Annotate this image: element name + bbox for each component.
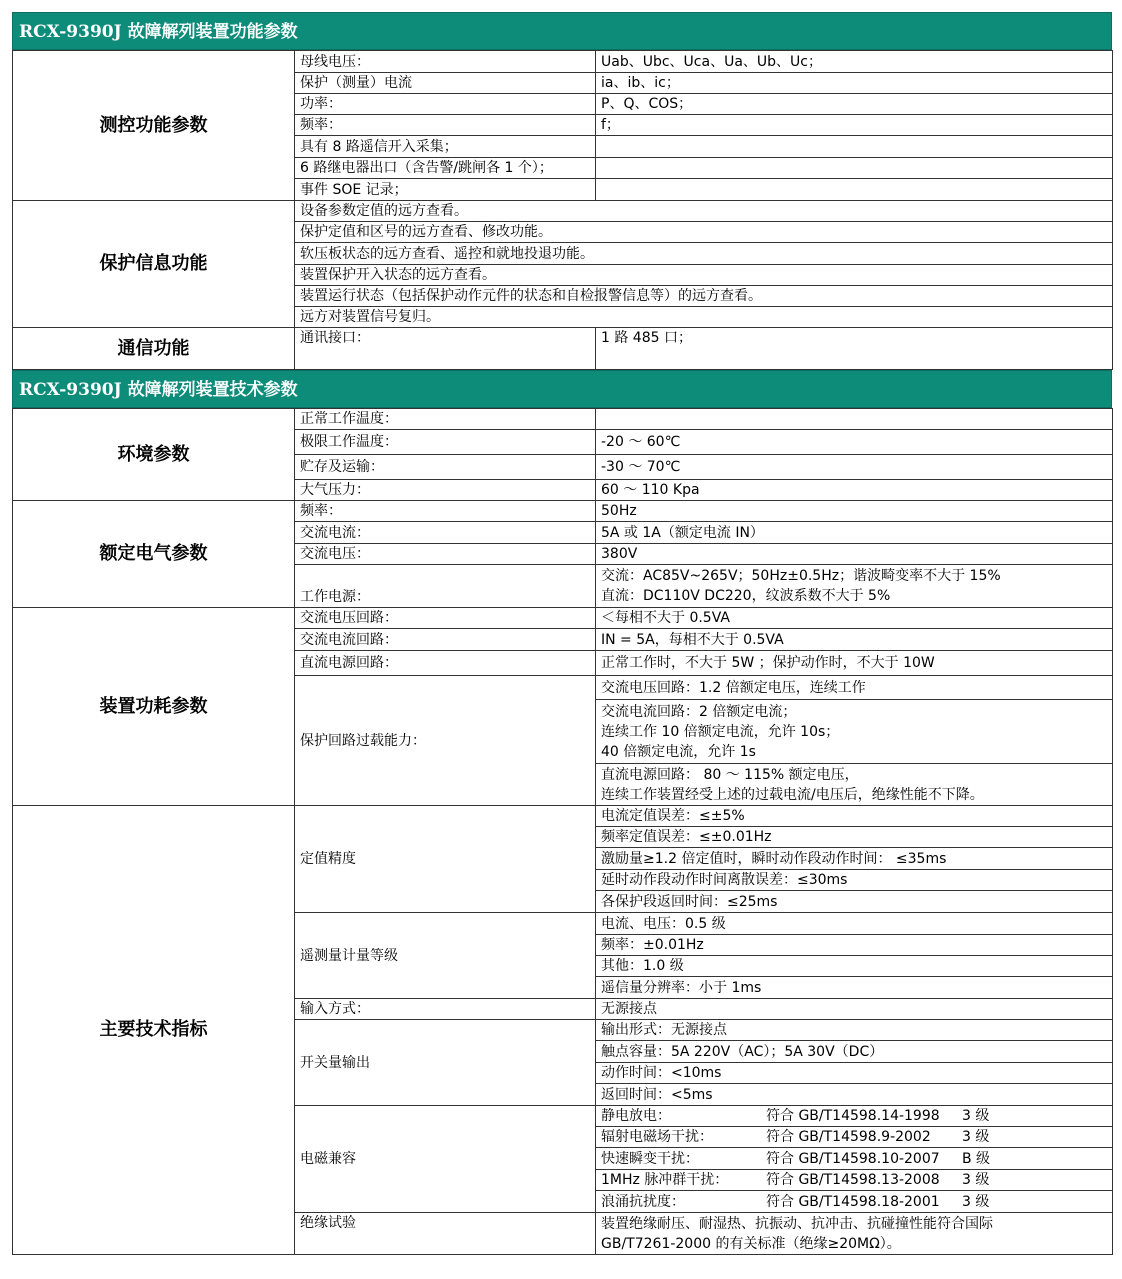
emc-standard: 符合 GB/T14598.9-2002 bbox=[766, 1129, 931, 1145]
param-value: 动作时间：<10ms bbox=[596, 1063, 1113, 1084]
param-value bbox=[596, 158, 1113, 179]
protection-info-item: 装置运行状态（包括保护动作元件的状态和自检报警信息等）的远方查看。 bbox=[295, 286, 1113, 307]
category-communication: 通信功能 bbox=[13, 328, 295, 370]
param-label: 交流电流回路： bbox=[295, 629, 596, 651]
emc-test-name: 快速瞬变干扰： bbox=[601, 1150, 699, 1167]
overload-item bbox=[596, 764, 1113, 806]
param-label: 大气压力： bbox=[295, 480, 596, 501]
overload-item bbox=[596, 700, 1113, 764]
category-rated-electrical: 额定电气参数 bbox=[13, 501, 295, 608]
param-label: 工作电源： bbox=[295, 565, 596, 608]
param-label: 功率： bbox=[295, 94, 596, 115]
param-label: 频率： bbox=[295, 501, 596, 522]
emc-row bbox=[596, 1148, 1113, 1170]
param-value: ia、ib、ic； bbox=[596, 73, 1113, 94]
param-value: 各保护段返回时间：≤25ms bbox=[596, 891, 1113, 913]
param-value: 380V bbox=[596, 544, 1113, 565]
param-value: 正常工作时，不大于 5W ；保护动作时，不大于 10W bbox=[596, 651, 1113, 676]
param-value: 频率：±0.01Hz bbox=[596, 935, 1113, 956]
param-label: 6 路继电器出口（含告警/跳闸各 1 个）； bbox=[295, 158, 596, 179]
protection-info-item: 装置保护开入状态的远方查看。 bbox=[295, 265, 1113, 286]
overload-line: 40 倍额定电流，允许 1s bbox=[601, 743, 756, 760]
power-line-dc: 直流：DC110V DC220，纹波系数不大于 5% bbox=[601, 588, 891, 604]
param-value: f； bbox=[596, 115, 1113, 136]
param-value: 60 ～ 110 Kpa bbox=[596, 480, 1113, 501]
emc-level: 3 级 bbox=[962, 1193, 990, 1210]
param-label: 母线电压： bbox=[295, 51, 596, 73]
emc-level: 3 级 bbox=[962, 1108, 990, 1124]
param-label: 通讯接口： bbox=[295, 328, 596, 370]
param-label: 贮存及运输： bbox=[295, 455, 596, 480]
param-value: -20 ～ 60℃ bbox=[596, 430, 1113, 455]
overload-line: 直流电源回路： 80 ～ 115% 额定电压， bbox=[601, 766, 859, 783]
insulation-line: GB/T7261-2000 的有关标准（绝缘≥20MΩ）。 bbox=[601, 1235, 901, 1252]
emc-test-name: 1MHz 脉冲群干扰： bbox=[601, 1172, 729, 1188]
param-value: IN = 5A，每相不大于 0.5VA bbox=[596, 629, 1113, 651]
param-value: 无源接点 bbox=[596, 999, 1113, 1020]
param-label: 遥测量计量等级 bbox=[295, 913, 596, 999]
emc-standard: 符合 GB/T14598.10-2007 bbox=[766, 1150, 940, 1167]
power-supply-value bbox=[596, 565, 1113, 608]
category-environment: 环境参数 bbox=[13, 409, 295, 501]
param-label: 保护（测量）电流 bbox=[295, 73, 596, 94]
param-label: 事件 SOE 记录； bbox=[295, 179, 596, 201]
emc-test-name: 辐射电磁场干扰： bbox=[601, 1129, 713, 1145]
param-value: 激励量≥1.2 倍定值时，瞬时动作段动作时间： ≤35ms bbox=[596, 848, 1113, 870]
param-value: P、Q、COS； bbox=[596, 94, 1113, 115]
category-measure-control: 测控功能参数 bbox=[13, 51, 295, 201]
param-value: 输出形式：无源接点 bbox=[596, 1020, 1113, 1041]
function-table bbox=[12, 50, 1113, 370]
protection-info-item: 设备参数定值的远方查看。 bbox=[295, 201, 1113, 222]
emc-level: B 级 bbox=[962, 1150, 991, 1167]
param-label: 开关量输出 bbox=[295, 1020, 596, 1106]
emc-row bbox=[596, 1127, 1113, 1148]
category-power-consumption: 装置功耗参数 bbox=[13, 608, 295, 806]
power-line-ac: 交流：AC85V~265V；50Hz±0.5Hz；谐波畸变率不大于 15% bbox=[601, 568, 1001, 584]
emc-standard: 符合 GB/T14598.18-2001 bbox=[766, 1193, 940, 1210]
param-label: 具有 8 路遥信开入采集； bbox=[295, 136, 596, 158]
param-label: 极限工作温度： bbox=[295, 430, 596, 455]
param-value: 触点容量：5A 220V（AC）；5A 30V（DC） bbox=[596, 1041, 1113, 1063]
param-value: 电流、电压：0.5 级 bbox=[596, 913, 1113, 935]
param-value: 遥信量分辨率：小于 1ms bbox=[596, 977, 1113, 999]
param-value: Uab、Ubc、Uca、Ua、Ub、Uc； bbox=[596, 51, 1113, 73]
emc-standard: 符合 GB/T14598.13-2008 bbox=[766, 1172, 940, 1188]
param-value: 电流定值误差：≤±5% bbox=[596, 806, 1113, 827]
section-header-function: RCX-9390J 故障解列装置功能参数 bbox=[12, 12, 1112, 50]
param-value: 返回时间：<5ms bbox=[596, 1084, 1113, 1106]
param-value bbox=[596, 409, 1113, 430]
param-label: 保护回路过载能力： bbox=[295, 676, 596, 806]
emc-row bbox=[596, 1106, 1113, 1127]
protection-info-item: 保护定值和区号的远方查看、修改功能。 bbox=[295, 222, 1113, 243]
overload-line: 连续工作装置经受上述的过载电流/电压后，绝缘性能不下降。 bbox=[601, 786, 984, 803]
param-label: 正常工作温度： bbox=[295, 409, 596, 430]
emc-level: 3 级 bbox=[962, 1172, 990, 1188]
emc-test-name: 浪涌抗扰度： bbox=[601, 1193, 685, 1210]
param-label: 输入方式： bbox=[295, 999, 596, 1020]
protection-info-item: 软压板状态的远方查看、遥控和就地投退功能。 bbox=[295, 243, 1113, 265]
param-label: 交流电压： bbox=[295, 544, 596, 565]
insulation-line: 装置绝缘耐压、耐湿热、抗振动、抗冲击、抗碰撞性能符合国际 bbox=[601, 1215, 993, 1232]
param-value: -30 ～ 70℃ bbox=[596, 455, 1113, 480]
category-main-indicators: 主要技术指标 bbox=[13, 806, 295, 1255]
insulation-value bbox=[596, 1213, 1113, 1255]
param-label: 直流电源回路： bbox=[295, 651, 596, 676]
param-label: 电磁兼容 bbox=[295, 1106, 596, 1213]
emc-row bbox=[596, 1191, 1113, 1213]
category-protection-info: 保护信息功能 bbox=[13, 201, 295, 328]
param-value: 1 路 485 口； bbox=[596, 328, 1113, 370]
param-value bbox=[596, 136, 1113, 158]
param-label: 交流电压回路： bbox=[295, 608, 596, 629]
param-value: 延时动作段动作时间离散误差：≤30ms bbox=[596, 870, 1113, 891]
protection-info-item: 远方对装置信号复归。 bbox=[295, 307, 1113, 328]
overload-line: 交流电流回路：2 倍额定电流； bbox=[601, 703, 797, 720]
param-value: 其他：1.0 级 bbox=[596, 956, 1113, 977]
overload-line: 交流电压回路：1.2 倍额定电压，连续工作 bbox=[601, 679, 866, 696]
technical-table bbox=[12, 408, 1113, 1255]
param-value bbox=[596, 179, 1113, 201]
param-value: ＜每相不大于 0.5VA bbox=[596, 608, 1113, 629]
param-value: 频率定值误差：≤±0.01Hz bbox=[596, 827, 1113, 848]
param-value: 50Hz bbox=[596, 501, 1113, 522]
section-header-technical: RCX-9390J 故障解列装置技术参数 bbox=[12, 370, 1112, 408]
param-label: 定值精度 bbox=[295, 806, 596, 913]
overload-item bbox=[596, 676, 1113, 700]
param-label: 交流电流： bbox=[295, 522, 596, 544]
overload-line: 连续工作 10 倍额定电流，允许 10s； bbox=[601, 723, 840, 740]
emc-standard: 符合 GB/T14598.14-1998 bbox=[766, 1108, 940, 1124]
param-label: 绝缘试验 bbox=[295, 1213, 596, 1255]
param-value: 5A 或 1A（额定电流 IN） bbox=[596, 522, 1113, 544]
param-label: 频率： bbox=[295, 115, 596, 136]
emc-level: 3 级 bbox=[962, 1129, 990, 1145]
emc-row bbox=[596, 1170, 1113, 1191]
emc-test-name: 静电放电： bbox=[601, 1108, 671, 1124]
